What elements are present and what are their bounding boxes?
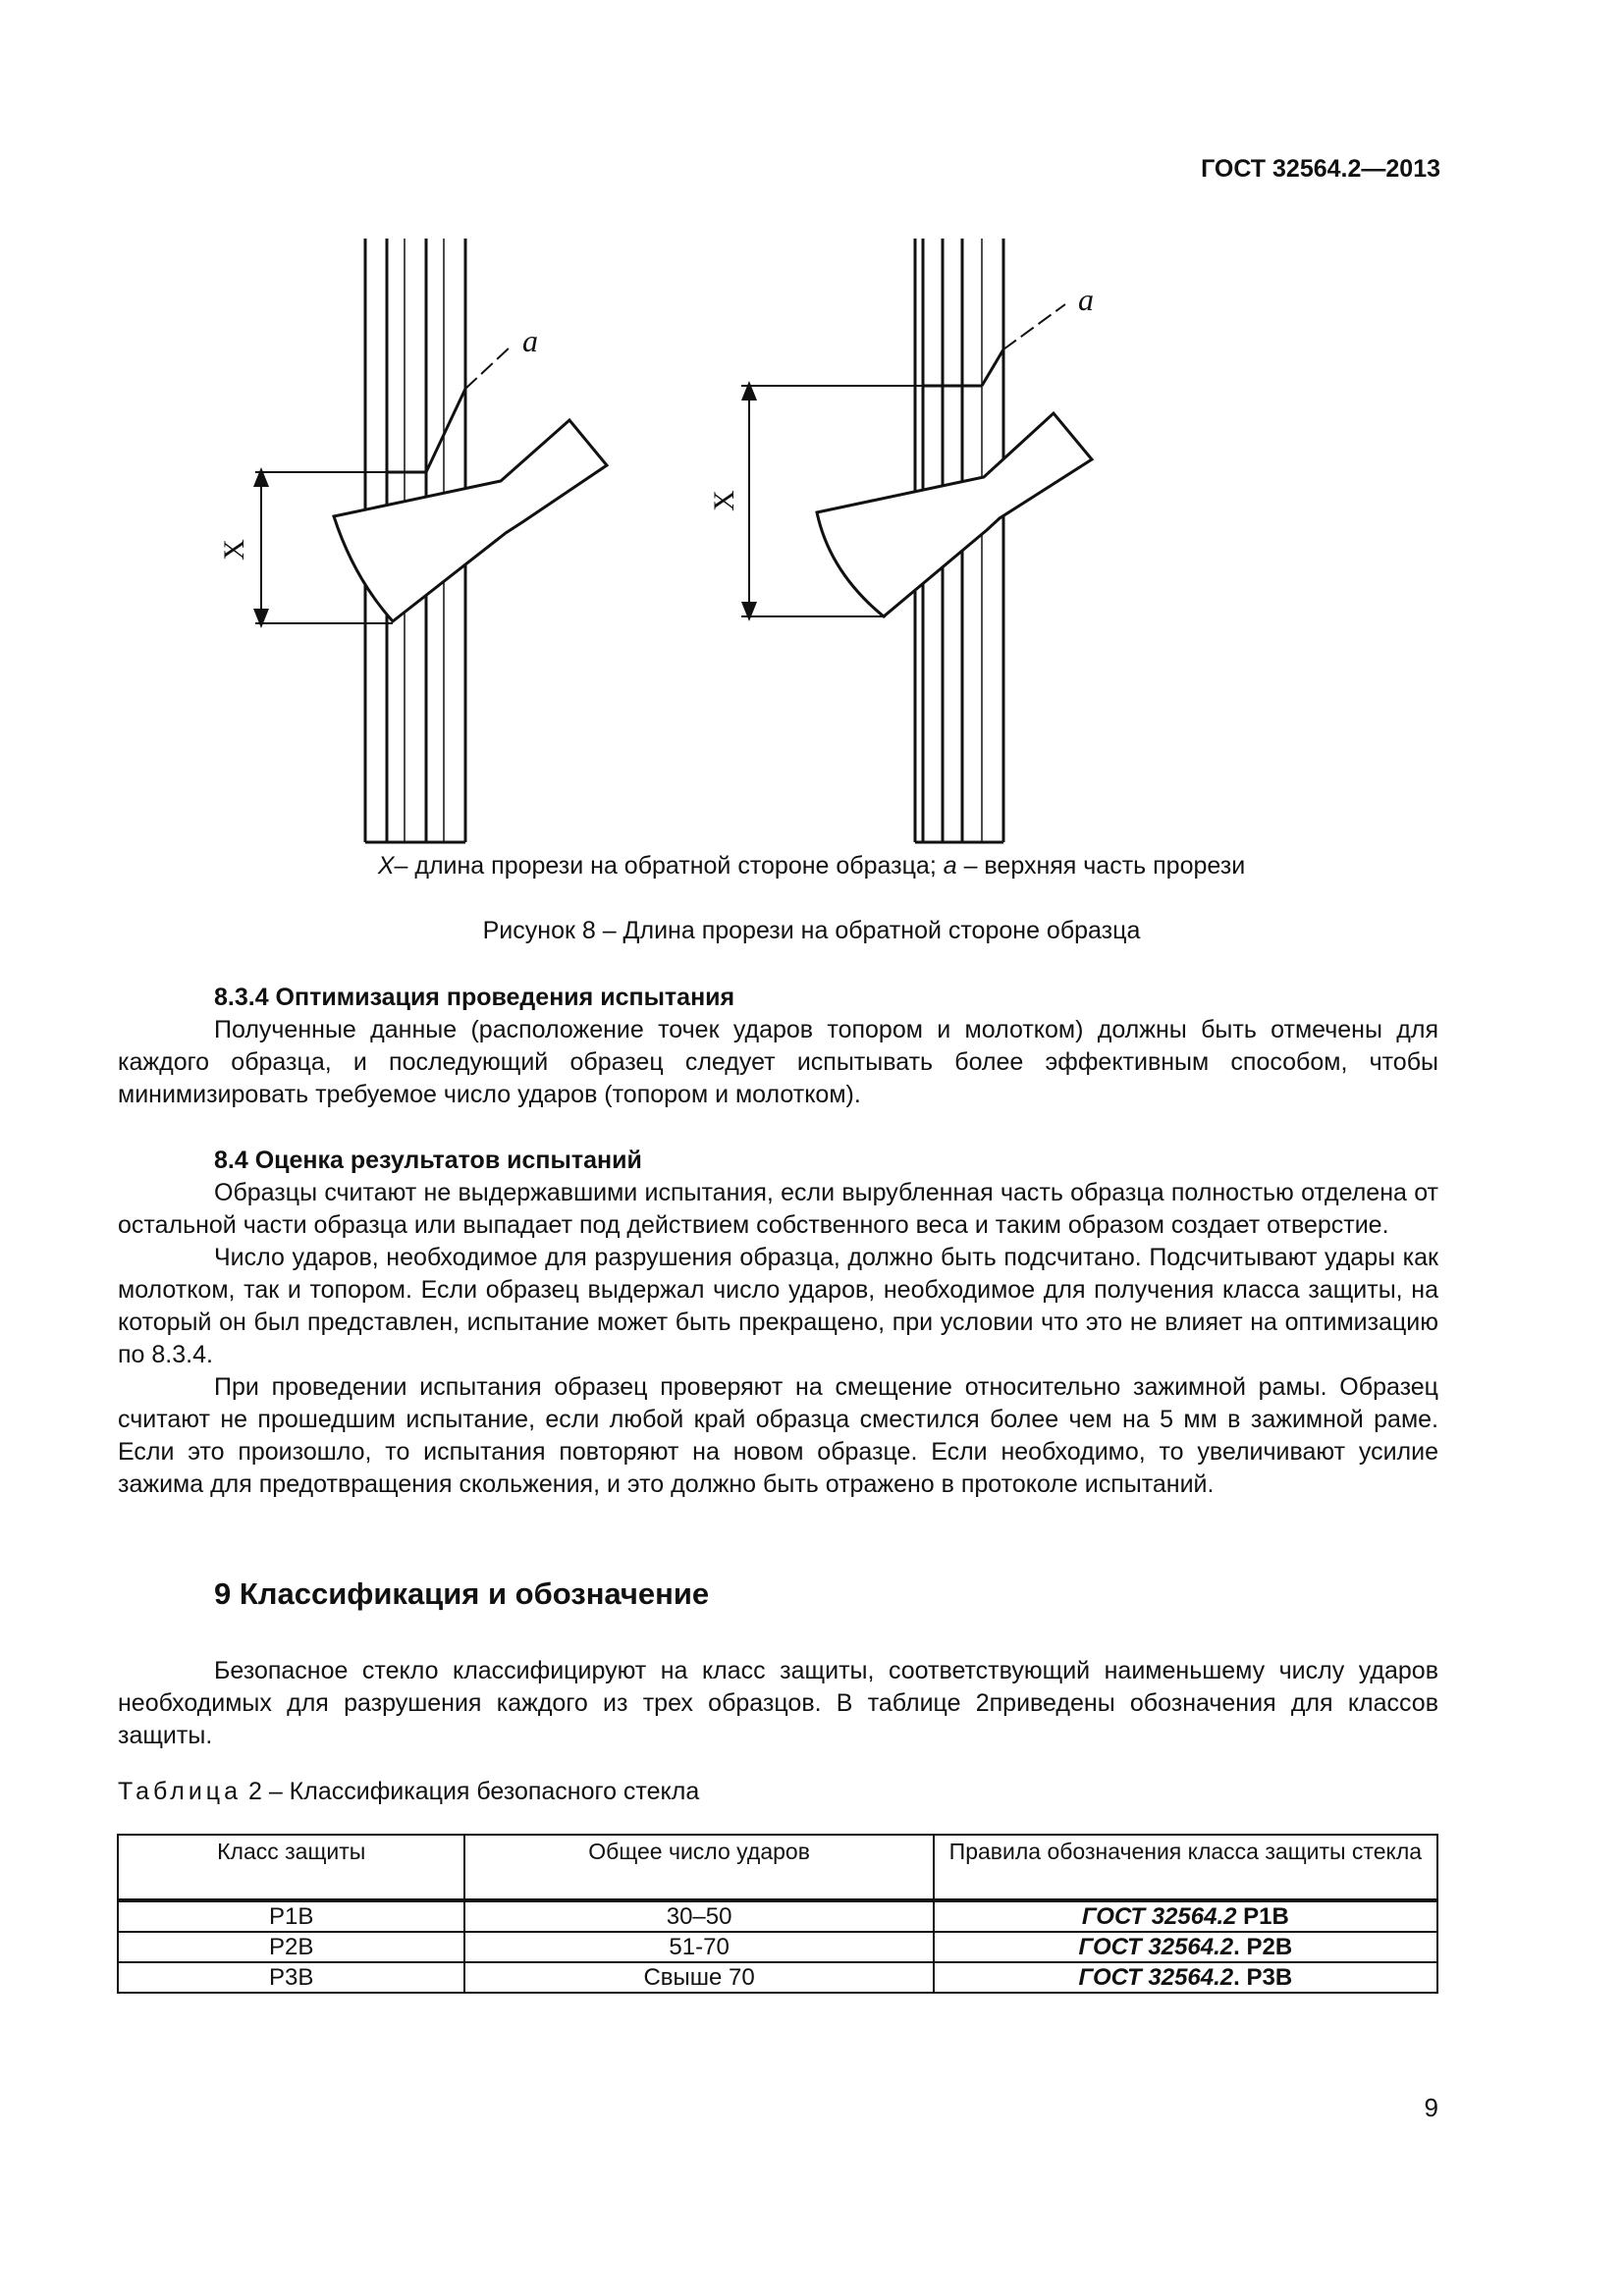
classification-table	[117, 1834, 1438, 1994]
table-row	[118, 1962, 1437, 1993]
cell-hits: 30–50	[464, 1900, 933, 1932]
section-8-4-paragraph-3: При проведении испытания образец проверяют на смещение относительно зажимной рамы. Образец считают не прошедшим испытание, если любой край образца сместился более чем на 5 мм в зажимной раме. Если это произошло, то испытания повторяют на новом образце. Если необходимо, то увеличивают усилие зажима для предотвращения скольжения, и это должно быть отражено в протоколе испытаний.	[118, 1373, 1438, 1498]
section-8-4-paragraph-2: Число ударов, необходимое для разрушения образца, должно быть подсчитано. Подсчитывают удары как молотком, так и топором. Если образец выдержал число ударов, необходимое для получения класса защиты, на который он был представлен, испытание может быть прекращено, при условии что это не влияет на оптимизацию по 8.3.4.	[118, 1244, 1438, 1368]
section-9	[118, 1655, 1438, 1752]
cell-gost: ГОСТ 32564.2	[1078, 1964, 1234, 1991]
header-designation: Правила обозначения класса защиты стекла	[934, 1835, 1437, 1900]
header-class: Класс защиты	[118, 1835, 464, 1900]
table-row	[118, 1932, 1437, 1962]
section-8-4-title: 8.4 Оценка результатов испытаний	[214, 1147, 642, 1174]
left-axe	[334, 420, 607, 621]
document-header: ГОСТ 32564.2—2013	[1201, 155, 1440, 183]
table-row	[118, 1900, 1437, 1932]
left-label-a: a	[522, 323, 538, 358]
table-caption-word: Таблица	[118, 1778, 243, 1805]
cell-hits: 51-70	[464, 1932, 933, 1962]
left-cut-edge	[426, 389, 465, 472]
section-8-3-4-paragraph: Полученные данные (расположение точек ударов топором и молотком) должны быть отмечены для каждого образца, и последующий образец следует испытывать более эффективным способом, чтобы минимизировать требуемое число ударов (топором и молотком).	[118, 1016, 1438, 1108]
section-9-title: 9 Классификация и обозначение	[214, 1576, 710, 1611]
cell-suffix: Р1В	[1236, 1903, 1289, 1930]
cell-class: Р2В	[118, 1932, 464, 1962]
table-caption-text: 2 – Классификация безопасного стекла	[242, 1778, 700, 1805]
header-hits: Общее число ударов	[464, 1835, 933, 1900]
left-label-x: X	[218, 539, 250, 561]
legend-x-symbol: X	[377, 852, 395, 880]
right-cut-edge	[982, 349, 1003, 386]
cell-class: Р3В	[118, 1962, 464, 1993]
right-label-x: X	[708, 490, 740, 511]
right-label-a: a	[1078, 282, 1094, 317]
figure-legend	[0, 852, 1623, 881]
section-8-4	[118, 1145, 1438, 1501]
cell-gost: ГОСТ 32564.2	[1078, 1934, 1234, 1960]
cell-hits: Свыше 70	[464, 1962, 933, 1993]
cell-suffix: . Р3В	[1233, 1964, 1293, 1991]
legend-a-symbol: a	[943, 852, 957, 880]
legend-x-text: – длина прорези на обратной стороне образца;	[394, 852, 944, 880]
table-caption	[118, 1778, 699, 1806]
cell-suffix: . Р2В	[1233, 1934, 1293, 1960]
figure-8-diagram	[177, 224, 1119, 852]
cell-class: Р1В	[118, 1900, 464, 1932]
cell-designation	[934, 1900, 1437, 1932]
section-8-4-paragraph-1: Образцы считают не выдержавшими испытания, если вырубленная часть образца полностью отделена от остальной части образца или выпадает под действием собственного веса и таким образом создает отверстие.	[118, 1179, 1438, 1239]
table-header-row	[118, 1835, 1437, 1900]
cell-gost: ГОСТ 32564.2	[1081, 1903, 1237, 1930]
right-pointer-a	[1003, 304, 1065, 349]
cell-designation	[934, 1932, 1437, 1962]
section-8-3-4	[118, 982, 1438, 1111]
legend-a-text: – верхняя часть прорези	[956, 852, 1246, 880]
cell-designation	[934, 1962, 1437, 1993]
right-axe	[817, 413, 1092, 616]
figure-caption: Рисунок 8 – Длина прорези на обратной стороне образца	[482, 917, 1141, 944]
left-pointer-a	[465, 347, 511, 389]
section-9-paragraph: Безопасное стекло классифицируют на класс защиты, соответствующий наименьшему числу ударов необходимых для разрушения каждого из трех образцов. В таблице 2приведены обозначения для классов защиты.	[118, 1657, 1438, 1749]
page-number: 9	[1424, 2093, 1438, 2122]
section-8-3-4-title: 8.3.4 Оптимизация проведения испытания	[214, 984, 735, 1011]
